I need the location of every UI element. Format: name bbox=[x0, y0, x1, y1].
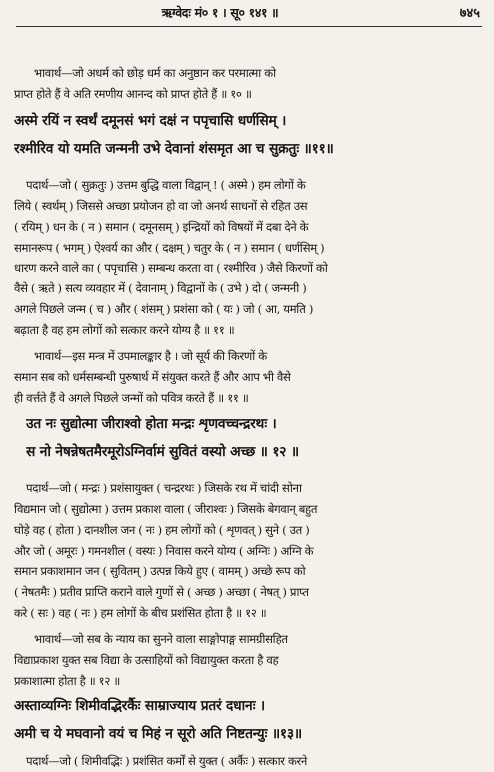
running-header: ऋग्वेदः मं० १ । सू० १४१ ॥ bbox=[161, 5, 279, 20]
padartha-line: पदार्थ—जो ( सुक्रतुः ) उत्तम बुद्धि वाला विद्वान् ! ( अस्मे ) हम लोगों के bbox=[26, 178, 306, 192]
padartha-line: समानरूप ( भगम् ) ऐश्वर्य का और ( दक्षम् ) चतुर के ( न ) समान ( धर्णसिम् ) bbox=[14, 241, 325, 255]
mantra-line: अस्ताव्यग्निः शिमीवद्भिरर्कैः साम्राज्याय प्रतरं दधानः । bbox=[14, 698, 265, 714]
mantra-line: स नो नेषन्नेषतमैरमूरोऽग्निर्वामं सुवितं वस्यो अच्छ ॥ १२ ॥ bbox=[26, 444, 299, 460]
bhavartha-line: प्रकाशात्मा होता है ॥ १२ ॥ bbox=[14, 674, 120, 688]
padartha-line: लिये ( स्वर्थम् ) जिससे अच्छा प्रयोजन हो वा जो अनर्थ साधनों से रहित उस bbox=[14, 199, 308, 213]
padartha-line: बढ़ाता है वह हम लोगों को सत्कार करने योग्य है ॥ ११ ॥ bbox=[14, 323, 235, 337]
padartha-line: ( नेषतमैः ) प्रतीव प्राप्ति कराने वाले गुणों से ( अच्छ ) अच्छा ( नेषत् ) प्राप्त bbox=[14, 585, 309, 599]
header-rule bbox=[16, 26, 482, 27]
padartha-line: विद्यमान जो ( सुद्योत्मा ) उत्तम प्रकाश वाला ( जीराश्वः ) जिसके बेगवान् बहुत bbox=[14, 502, 318, 516]
bhavartha-line: ही वर्त्तते हैं वे अगले पिछले जन्मों को पवित्र करते हैं ॥ ११ ॥ bbox=[14, 391, 249, 405]
padartha-line: करे ( सः ) वह ( नः ) हम लोगों के बीच प्रशंसित होता है ॥ १२ ॥ bbox=[14, 606, 267, 620]
bhavartha-line: समान सब को धर्मसम्बन्धी पुरुषार्थ में संयुक्त करते हैं और आप भी वैसे bbox=[14, 370, 291, 384]
padartha-line: और जो ( अमूरः ) गमनशील ( वस्यः ) निवास करने योग्य ( अग्निः ) अग्नि के bbox=[14, 544, 314, 558]
mantra-line: उत नः सुद्योत्मा जीराश्वो होता मन्द्रः शृणवच्चन्द्ररथः । bbox=[26, 416, 277, 432]
mantra-line: रश्मीरिव यो यमति जन्मनी उभे देवानां शंसमृत आ च सुक्रतुः ॥११॥ bbox=[14, 141, 334, 157]
mantra-line: अस्मे रयिं न स्वर्थं दमूनसं भगं दक्षं न पपृचासि धर्णसिम् । bbox=[14, 113, 287, 129]
padartha-line: घोड़े वह ( होता ) दानशील जन ( नः ) हम लोगों को ( शृणवत् ) सुने ( उत ) bbox=[14, 523, 310, 537]
padartha-line: अगले पिछले जन्म ( च ) और ( शंसम् ) प्रशंसा को ( यः ) जो ( आ, यमति ) bbox=[14, 302, 314, 316]
bhavartha-line: भावार्थ—जो अधर्म को छोड़ धर्म का अनुष्ठान कर परमात्मा को bbox=[34, 66, 276, 80]
bhavartha-line: भावार्थ—जो सब के न्याय का सुनने वाला साङ्गोपाङ्ग सामग्रीसहित bbox=[34, 632, 288, 646]
padartha-line: पदार्थ—जो ( शिमीवद्भिः ) प्रशंसित कर्मों से युक्त ( अर्कैः ) सत्कार करने bbox=[26, 754, 307, 768]
bhavartha-line: प्राप्त होते हैं वे अति रमणीय आनन्द को प्राप्त होते हैं ॥ १० ॥ bbox=[14, 87, 252, 101]
padartha-line: ( रयिम् ) धन के ( न ) समान ( दमूनसम् ) इन्द्रियों को विषयों में दबा देने के bbox=[14, 220, 309, 234]
padartha-line: वैसे ( ऋते ) सत्य व्यवहार में ( देवानाम् ) विद्वानों के ( उभे ) दो ( जन्मनी ) bbox=[14, 281, 307, 295]
padartha-line: समान प्रकाशमान जन ( सुवितम् ) उत्पन्न किये हुए ( वामम् ) अच्छे रूप को bbox=[14, 564, 306, 578]
padartha-line: धारण करने वाले का ( पपृचासि ) सम्बन्ध करता वा ( रश्मीरिव ) जैसे किरणों को bbox=[14, 261, 328, 275]
padartha-line: पदार्थ—जो ( मन्द्रः ) प्रशंसायुक्त ( चन्द्ररथः ) जिसके रथ में चांदी सोना bbox=[26, 481, 302, 495]
mantra-line: अमी च ये मघवानो वयं च मिहं न सूरो अति निष्टतन्युः ॥१३॥ bbox=[14, 726, 302, 742]
page-number: ७४५ bbox=[459, 6, 480, 21]
bhavartha-line: विद्याप्रकाश युक्त सब विद्या के उत्साहियों को विद्यायुक्त करता है वह bbox=[14, 653, 279, 667]
bhavartha-line: भावार्थ—इस मन्त्र में उपमालङ्कार है । जो सूर्य की किरणों के bbox=[34, 349, 267, 363]
